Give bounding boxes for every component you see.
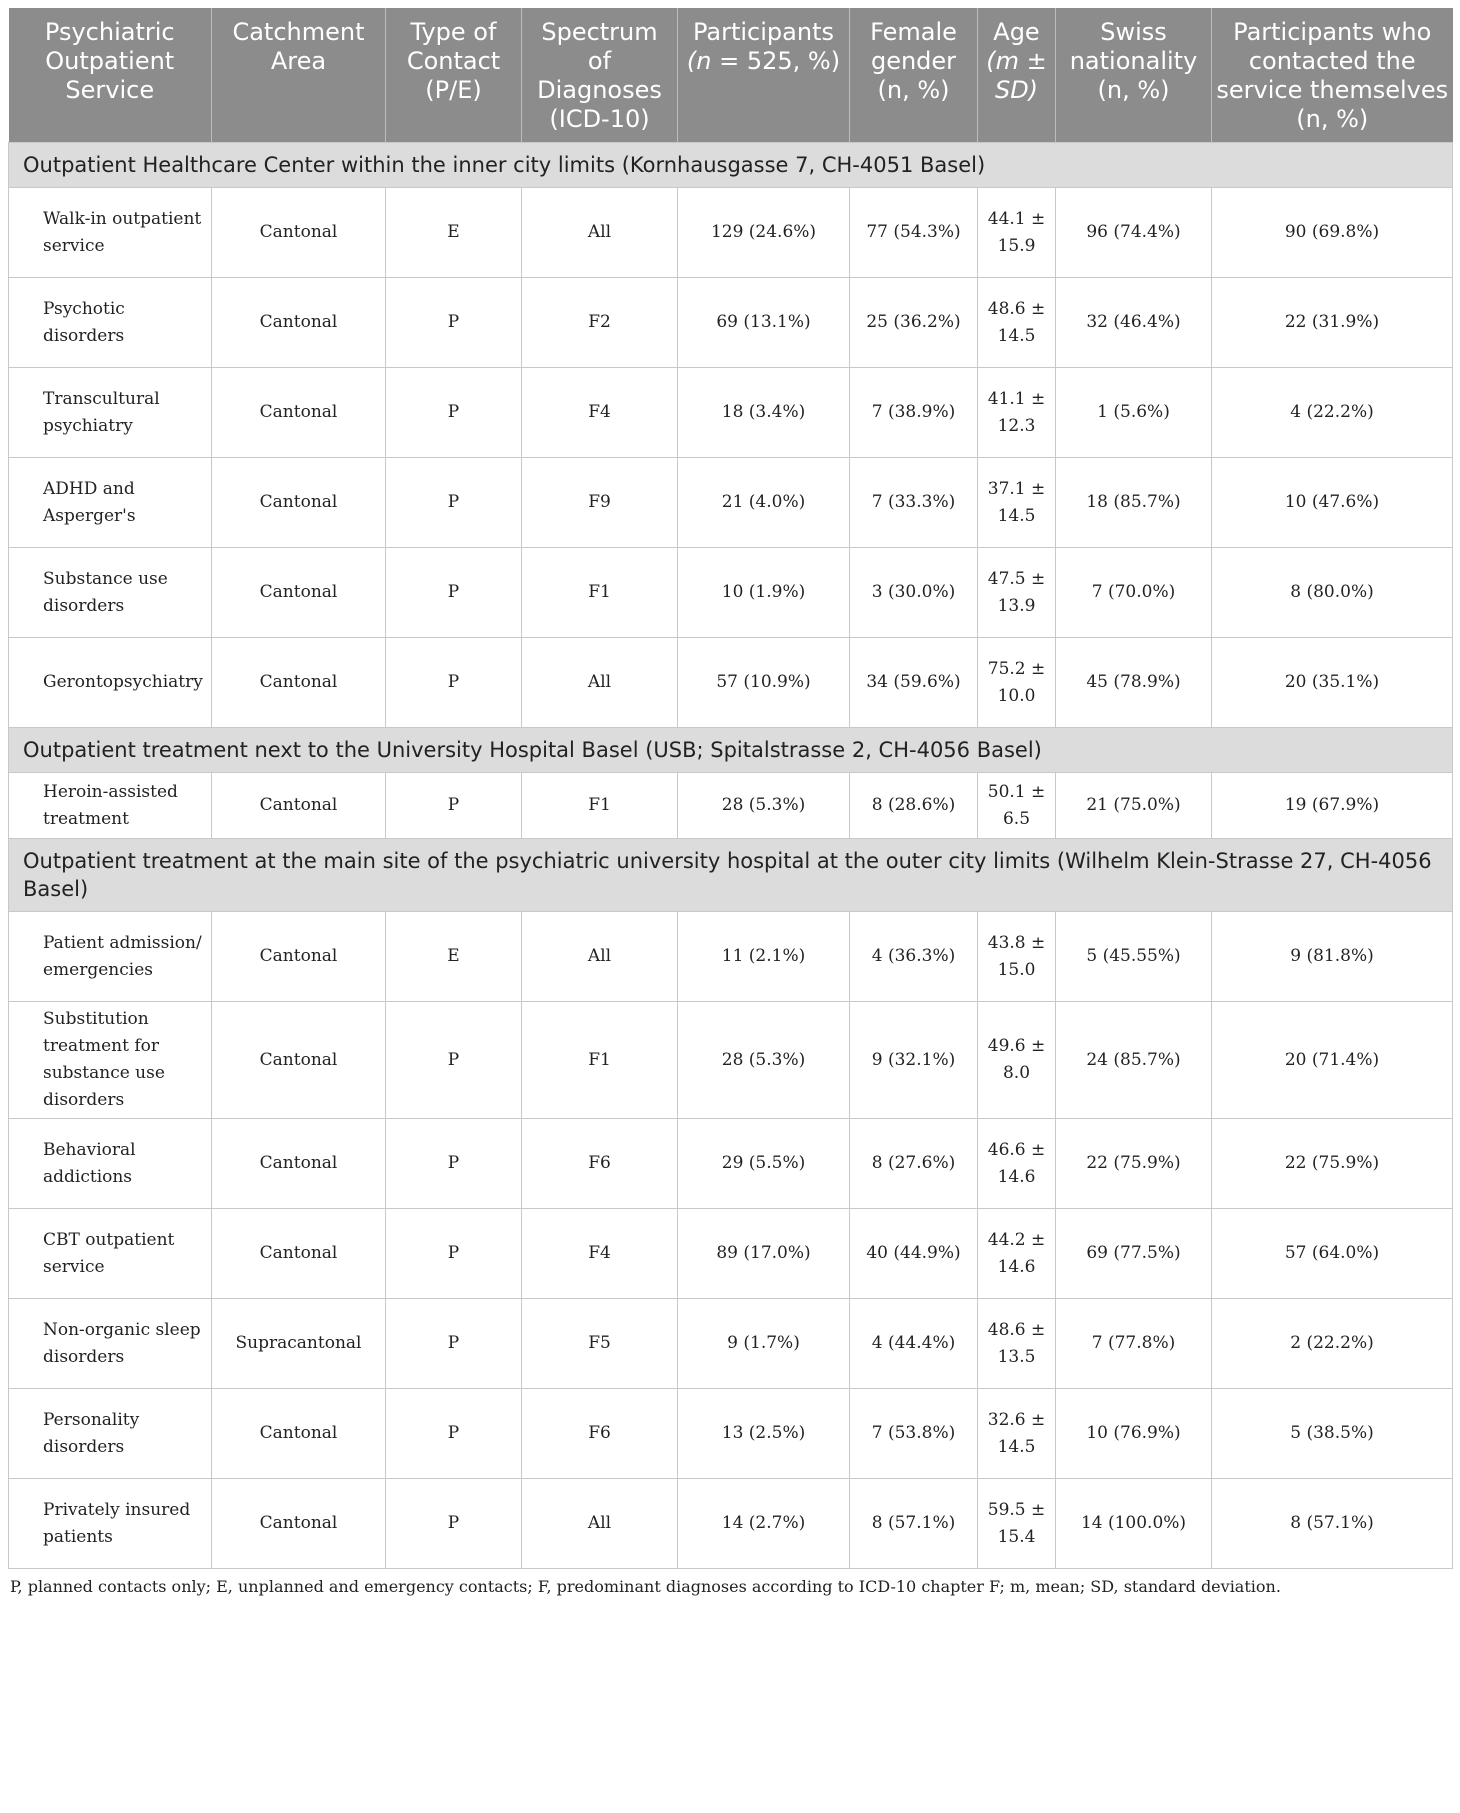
section-header-row	[9, 728, 1453, 773]
cell-age: 49.6 ± 8.0	[978, 1002, 1056, 1119]
cell-service: Heroin-assisted treatment	[9, 773, 212, 839]
cell-diagnoses: All	[522, 638, 678, 728]
table-row	[9, 912, 1453, 1002]
cell-swiss: 32 (46.4%)	[1056, 278, 1212, 368]
cell-self-contact: 5 (38.5%)	[1212, 1389, 1453, 1479]
cell-participants: 10 (1.9%)	[678, 548, 850, 638]
cell-participants: 13 (2.5%)	[678, 1389, 850, 1479]
cell-female: 4 (36.3%)	[850, 912, 978, 1002]
header-part: Age	[993, 18, 1040, 46]
cell-swiss: 5 (45.55%)	[1056, 912, 1212, 1002]
cell-age: 59.5 ± 15.4	[978, 1479, 1056, 1569]
cell-contact: P	[386, 1209, 522, 1299]
cell-service: Behavioral addictions	[9, 1119, 212, 1209]
cell-participants: 89 (17.0%)	[678, 1209, 850, 1299]
cell-age: 46.6 ± 14.6	[978, 1119, 1056, 1209]
cell-self-contact: 10 (47.6%)	[1212, 458, 1453, 548]
cell-diagnoses: F4	[522, 368, 678, 458]
data-table	[8, 8, 1453, 1569]
cell-diagnoses: F1	[522, 773, 678, 839]
cell-diagnoses: F6	[522, 1119, 678, 1209]
cell-catchment: Cantonal	[212, 1209, 386, 1299]
cell-self-contact: 22 (31.9%)	[1212, 278, 1453, 368]
col-header-swiss: Swiss nationality (n, %)	[1056, 8, 1212, 143]
header-part-italic: (m ± SD)	[986, 47, 1047, 104]
cell-self-contact: 8 (80.0%)	[1212, 548, 1453, 638]
table-row	[9, 1389, 1453, 1479]
col-header-diagnoses: Spectrum of Diagnoses (ICD-10)	[522, 8, 678, 143]
cell-service: Substance use disorders	[9, 548, 212, 638]
table-container	[8, 8, 1452, 1596]
header-part: = 525, %)	[711, 47, 841, 75]
cell-service: Transcultural psychiatry	[9, 368, 212, 458]
cell-self-contact: 19 (67.9%)	[1212, 773, 1453, 839]
cell-service: Patient admission/ emergencies	[9, 912, 212, 1002]
cell-age: 44.1 ± 15.9	[978, 188, 1056, 278]
cell-swiss: 14 (100.0%)	[1056, 1479, 1212, 1569]
cell-swiss: 24 (85.7%)	[1056, 1002, 1212, 1119]
cell-service: Walk-in outpatient service	[9, 188, 212, 278]
cell-age: 50.1 ± 6.5	[978, 773, 1056, 839]
cell-age: 41.1 ± 12.3	[978, 368, 1056, 458]
cell-age: 48.6 ± 13.5	[978, 1299, 1056, 1389]
cell-female: 3 (30.0%)	[850, 548, 978, 638]
cell-self-contact: 90 (69.8%)	[1212, 188, 1453, 278]
table-row	[9, 1002, 1453, 1119]
cell-diagnoses: All	[522, 188, 678, 278]
cell-diagnoses: F1	[522, 548, 678, 638]
cell-service: Privately insured patients	[9, 1479, 212, 1569]
cell-catchment: Cantonal	[212, 548, 386, 638]
header-part-italic: (n	[686, 47, 712, 75]
cell-catchment: Cantonal	[212, 1479, 386, 1569]
table-row	[9, 548, 1453, 638]
cell-catchment: Cantonal	[212, 1389, 386, 1479]
cell-self-contact: 4 (22.2%)	[1212, 368, 1453, 458]
cell-self-contact: 2 (22.2%)	[1212, 1299, 1453, 1389]
cell-self-contact: 9 (81.8%)	[1212, 912, 1453, 1002]
section-title: Outpatient Healthcare Center within the inner city limits (Kornhausgasse 7, CH-4051 Basel)	[9, 143, 1453, 188]
cell-participants: 129 (24.6%)	[678, 188, 850, 278]
section-header-row	[9, 143, 1453, 188]
cell-contact: P	[386, 1479, 522, 1569]
cell-contact: P	[386, 548, 522, 638]
cell-age: 44.2 ± 14.6	[978, 1209, 1056, 1299]
cell-diagnoses: All	[522, 1479, 678, 1569]
cell-self-contact: 20 (71.4%)	[1212, 1002, 1453, 1119]
cell-female: 4 (44.4%)	[850, 1299, 978, 1389]
cell-self-contact: 8 (57.1%)	[1212, 1479, 1453, 1569]
cell-participants: 18 (3.4%)	[678, 368, 850, 458]
cell-swiss: 1 (5.6%)	[1056, 368, 1212, 458]
col-header-participants	[678, 8, 850, 143]
cell-swiss: 18 (85.7%)	[1056, 458, 1212, 548]
cell-female: 8 (57.1%)	[850, 1479, 978, 1569]
col-header-self-contact: Participants who contacted the service themselves (n, %)	[1212, 8, 1453, 143]
cell-service: Non-organic sleep disorders	[9, 1299, 212, 1389]
header-part: Participants	[693, 18, 834, 46]
cell-contact: P	[386, 278, 522, 368]
cell-swiss: 45 (78.9%)	[1056, 638, 1212, 728]
col-header-service: Psychiatric Outpatient Service	[9, 8, 212, 143]
cell-swiss: 10 (76.9%)	[1056, 1389, 1212, 1479]
section-title: Outpatient treatment next to the University Hospital Basel (USB; Spitalstrasse 2, CH-4056 Basel)	[9, 728, 1453, 773]
cell-contact: P	[386, 638, 522, 728]
cell-female: 77 (54.3%)	[850, 188, 978, 278]
section-header-row	[9, 839, 1453, 912]
cell-swiss: 7 (70.0%)	[1056, 548, 1212, 638]
section-title: Outpatient treatment at the main site of the psychiatric university hospital at the outer city limits (Wilhelm Klein-Strasse 27, CH-4056 Basel)	[9, 839, 1453, 912]
cell-female: 9 (32.1%)	[850, 1002, 978, 1119]
cell-diagnoses: F2	[522, 278, 678, 368]
cell-female: 40 (44.9%)	[850, 1209, 978, 1299]
cell-female: 7 (38.9%)	[850, 368, 978, 458]
table-row	[9, 1119, 1453, 1209]
cell-participants: 29 (5.5%)	[678, 1119, 850, 1209]
cell-female: 7 (33.3%)	[850, 458, 978, 548]
table-row	[9, 1209, 1453, 1299]
cell-service: Substitution treatment for substance use disorders	[9, 1002, 212, 1119]
cell-contact: E	[386, 912, 522, 1002]
cell-participants: 14 (2.7%)	[678, 1479, 850, 1569]
cell-catchment: Cantonal	[212, 458, 386, 548]
table-row	[9, 278, 1453, 368]
cell-swiss: 69 (77.5%)	[1056, 1209, 1212, 1299]
cell-participants: 21 (4.0%)	[678, 458, 850, 548]
cell-swiss: 7 (77.8%)	[1056, 1299, 1212, 1389]
cell-contact: P	[386, 1119, 522, 1209]
cell-catchment: Cantonal	[212, 278, 386, 368]
cell-catchment: Cantonal	[212, 1119, 386, 1209]
table-row	[9, 188, 1453, 278]
cell-participants: 11 (2.1%)	[678, 912, 850, 1002]
cell-contact: E	[386, 188, 522, 278]
cell-diagnoses: All	[522, 912, 678, 1002]
cell-service: Gerontopsychiatry	[9, 638, 212, 728]
cell-age: 43.8 ± 15.0	[978, 912, 1056, 1002]
cell-swiss: 21 (75.0%)	[1056, 773, 1212, 839]
cell-age: 75.2 ± 10.0	[978, 638, 1056, 728]
cell-female: 34 (59.6%)	[850, 638, 978, 728]
cell-age: 48.6 ± 14.5	[978, 278, 1056, 368]
cell-service: Personality disorders	[9, 1389, 212, 1479]
cell-contact: P	[386, 458, 522, 548]
cell-female: 25 (36.2%)	[850, 278, 978, 368]
cell-age: 47.5 ± 13.9	[978, 548, 1056, 638]
cell-diagnoses: F4	[522, 1209, 678, 1299]
table-row	[9, 1479, 1453, 1569]
cell-female: 8 (27.6%)	[850, 1119, 978, 1209]
cell-diagnoses: F6	[522, 1389, 678, 1479]
cell-catchment: Cantonal	[212, 188, 386, 278]
cell-contact: P	[386, 1389, 522, 1479]
cell-age: 32.6 ± 14.5	[978, 1389, 1056, 1479]
cell-age: 37.1 ± 14.5	[978, 458, 1056, 548]
col-header-female: Female gender (n, %)	[850, 8, 978, 143]
cell-contact: P	[386, 773, 522, 839]
cell-service: ADHD and Asperger's	[9, 458, 212, 548]
cell-service: Psychotic disorders	[9, 278, 212, 368]
table-row	[9, 1299, 1453, 1389]
cell-contact: P	[386, 1299, 522, 1389]
table-row	[9, 638, 1453, 728]
cell-participants: 9 (1.7%)	[678, 1299, 850, 1389]
cell-catchment: Supracantonal	[212, 1299, 386, 1389]
cell-female: 7 (53.8%)	[850, 1389, 978, 1479]
col-header-catchment: Catchment Area	[212, 8, 386, 143]
cell-diagnoses: F9	[522, 458, 678, 548]
cell-catchment: Cantonal	[212, 1002, 386, 1119]
table-row	[9, 458, 1453, 548]
cell-contact: P	[386, 368, 522, 458]
cell-participants: 57 (10.9%)	[678, 638, 850, 728]
cell-participants: 28 (5.3%)	[678, 1002, 850, 1119]
cell-participants: 69 (13.1%)	[678, 278, 850, 368]
cell-swiss: 22 (75.9%)	[1056, 1119, 1212, 1209]
table-row	[9, 368, 1453, 458]
table-body	[9, 143, 1453, 1569]
cell-self-contact: 22 (75.9%)	[1212, 1119, 1453, 1209]
cell-catchment: Cantonal	[212, 638, 386, 728]
table-row	[9, 773, 1453, 839]
cell-catchment: Cantonal	[212, 912, 386, 1002]
cell-contact: P	[386, 1002, 522, 1119]
header-row	[9, 8, 1453, 143]
cell-participants: 28 (5.3%)	[678, 773, 850, 839]
footnote: P, planned contacts only; E, unplanned and emergency contacts; F, predominant diagnoses according to ICD-10 chapter F; m, mean; SD, standard deviation.	[10, 1577, 1281, 1596]
cell-service: CBT outpatient service	[9, 1209, 212, 1299]
col-header-age	[978, 8, 1056, 143]
col-header-contact: Type of Contact (P/E)	[386, 8, 522, 143]
cell-catchment: Cantonal	[212, 368, 386, 458]
cell-female: 8 (28.6%)	[850, 773, 978, 839]
cell-catchment: Cantonal	[212, 773, 386, 839]
cell-self-contact: 20 (35.1%)	[1212, 638, 1453, 728]
cell-swiss: 96 (74.4%)	[1056, 188, 1212, 278]
cell-self-contact: 57 (64.0%)	[1212, 1209, 1453, 1299]
cell-diagnoses: F5	[522, 1299, 678, 1389]
cell-diagnoses: F1	[522, 1002, 678, 1119]
